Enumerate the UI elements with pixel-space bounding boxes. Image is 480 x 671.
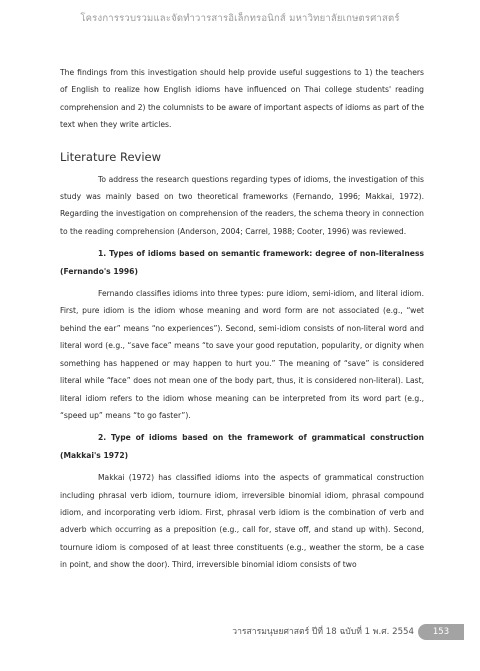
subsection-2-paragraph: Makkai (1972) has classified idioms into the aspects of grammatical construction including phrasal verb idiom, tournure idiom, irreversible binomial idiom, phrasal compound idiom, and incorporating verb idiom. First, phrasal verb idiom is the combination of verb and adverb which occurring as a preposition (e.g., call for, stave off, and stand up with). Second, tournure idiom is composed of at least three constituents (e.g., weather the storm, be a case in point, and show the door). Third, irreversible binomial idiom consists of two — [60, 473, 424, 570]
page-number-tab: 153 — [418, 624, 464, 640]
section-title-literature-review: Literature Review — [60, 149, 161, 164]
page-footer — [0, 624, 480, 640]
literature-review-paragraph: To address the research questions regarding types of idioms, the investigation of this study was mainly based on two theoretical frameworks (Fernando, 1996; Makkai, 1972). Regarding the investigation on comprehension of the readers, the schema theory in connection to the reading comprehension (Anderson, 2004; Carrel, 1988; Cooter, 1996) was reviewed. — [60, 174, 424, 236]
intro-paragraph: The findings from this investigation should help provide useful suggestions to 1) the teachers of English to realize how English idioms have influenced on Thai college students' reading comprehension and 2) the columnists to be aware of important aspects of idioms as part of the text when they write articles. — [60, 68, 424, 130]
running-header: โครงการรวบรวมและจัดทำวารสารอิเล็กทรอนิกส์ มหาวิทยาลัยเกษตรศาสตร์ — [80, 13, 400, 24]
subsection-2-heading: 2. Type of idioms based on the framework of grammatical construction (Makkai's 1972) — [60, 433, 424, 460]
article-body — [60, 64, 424, 574]
subsection-1-heading: 1. Types of idioms based on semantic framework: degree of non-literalness (Fernando's 1996) — [60, 249, 424, 276]
journal-citation: วารสารมนุษยศาสตร์ ปีที่ 18 ฉบับที่ 1 พ.ศ. 2554 — [232, 627, 414, 637]
subsection-1-paragraph: Fernando classifies idioms into three types: pure idiom, semi-idiom, and literal idiom. First, pure idiom is the idiom whose meaning and word form are not associated (e.g., “wet behind the ear” means “no experiences”). Second, semi-idiom consists of non-literal word and literal word (e.g., “save face” means “to save your good reputation, popularity, or dignity when something has happened or may happen to hurt you.” The meaning of “save” is considered literal while “face” does not mean one of the body part, thus, it is considered non-literal). Last, literal idiom refers to the idiom whose meaning can be interpreted from its word part (e.g., “speed up” means “to go faster”). — [60, 289, 424, 420]
